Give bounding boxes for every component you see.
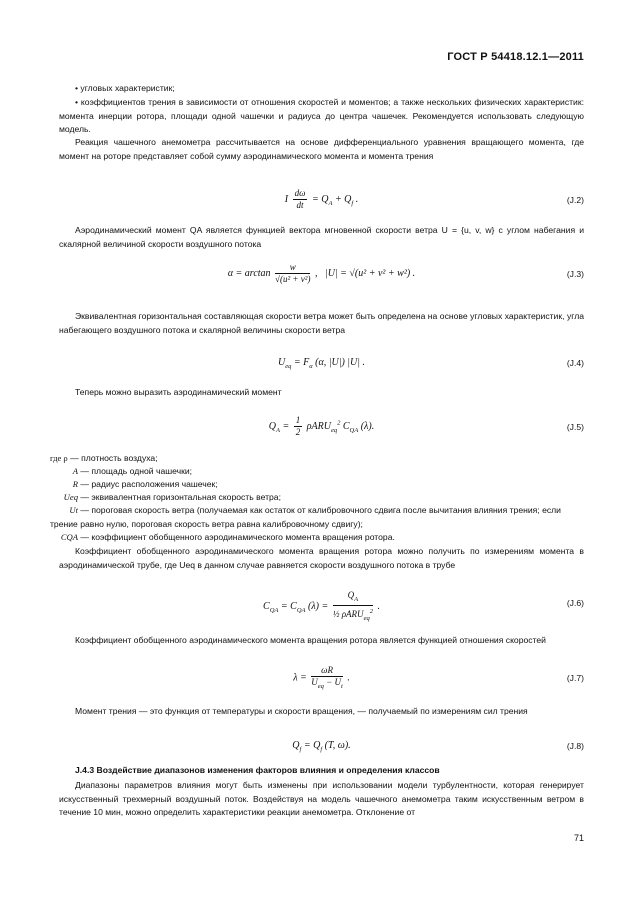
equation-number: (J.7) xyxy=(566,673,584,683)
definition-ut: Ut — пороговая скорость ветра (получаемая как остаток от калибровочного сдвига после вычитания влияния трения; если трение равно нулю, пороговая скорость ветра равна калибровочному сдвигу); xyxy=(50,505,561,529)
paragraph-1: Реакция чашечного анемометра рассчитывается на основе дифференциального уравнения вращающего момента, где момент на роторе представляет собой сумму аэродинамического момента и момента трения xyxy=(59,137,584,161)
paragraph-8: Диапазоны параметров влияния могут быть изменены при использовании модели турбулентности, которая генерирует искусственный трехмерный воздушный поток. Воздействуя на модель чашечного анемометра таким искусственным ветром в течение 10 мин, можно определить характеристики реакции анемометра. Отклонение от xyxy=(59,780,584,817)
equation-number: (J.4) xyxy=(566,358,584,368)
paragraph-3: Эквивалентная горизонтальная составляющая скорости ветра может быть определена на основе угловых характеристик, угла набегающего воздушного потока и скалярной величины скорости ветра xyxy=(59,311,584,335)
equation-j4: $U_{eq} = F_\alpha$ (α, |U|) |U| . (J.4) xyxy=(277,357,584,370)
equation-j3: α = arctan $\frac{w}{\text{√(u² + v²)}}$ , |U| = √(u² + v² + w²) . (J.3) xyxy=(227,262,584,284)
equation-number: (J.3) xyxy=(566,269,584,279)
paragraph-7: Момент трения — это функция от температуры и скорости вращения, — получаемый по измерениям сил трения xyxy=(75,706,528,716)
equation-number: (J.2) xyxy=(566,195,584,205)
definition-ueq: Ueq — эквивалентная горизонтальная скорость ветра; xyxy=(63,492,281,502)
definition-rho: где ρ — плотность воздуха; xyxy=(50,453,158,463)
equation-j2: I $\frac{d\omega}{dt}$ = $Q_A + Q_f$ . (J.2) xyxy=(284,188,584,210)
paragraph-2: Аэродинамический момент QA является функцией вектора мгновенной скорости ветра U = {u, v, w} с углом набегания и скалярной величиной скорости воздушного потока xyxy=(59,225,584,249)
paragraph-5: Коэффициент обобщенного аэродинамического момента вращения ротора можно получить по измерениям момента в аэродинамической трубе, где Ueq в данном случае равняется скорости воздушного потока в трубе xyxy=(59,546,584,570)
document-header: ГОСТ Р 54418.12.1—2011 xyxy=(447,51,584,63)
paragraph-6: Коэффициент обобщенного аэродинамического момента вращения ротора является функцией отношения скоростей xyxy=(75,635,546,645)
definition-cqa: CQA — коэффициент обобщенного аэродинамического момента вращения ротора. xyxy=(60,532,395,542)
equation-j5: $Q_A$ = $\frac{1}{2}$ ρARU$_{eq}^2$ $C_{QA}$ (λ). (J.5) xyxy=(268,415,584,437)
definition-r: R — радиус расположения чашечек; xyxy=(72,479,218,489)
bullet-1: • угловых характеристик; xyxy=(75,83,175,93)
equation-j7: λ = $\frac{\omega R}{U_{eq} - U_t}$ . (J.7) xyxy=(293,665,584,690)
equation-number: (J.8) xyxy=(566,741,584,751)
definition-a: A — площадь одной чашечки; xyxy=(72,466,193,476)
equation-j8: $Q_f = Q_f$ (T, ω). (J.8) xyxy=(292,740,584,753)
equation-j6: $C_{QA} = C_{QA}$ (λ) = $\frac{Q_A}{\frac{1}{2} \rho ARU_{eq}^2}$ . (J.6) xyxy=(263,590,584,622)
equation-number: (J.5) xyxy=(566,422,584,432)
bullet-2: • коэффициентов трения в зависимости от отношения скоростей и моментов; а также нескольких физических характеристик: момента инерции ротора, площади одной чашечки и радиуса до центра чашечек. Рекомендуется использовать следующую модель. xyxy=(59,97,584,134)
paragraph-4: Теперь можно выразить аэродинамический момент xyxy=(75,387,282,397)
equation-number: (J.6) xyxy=(566,598,584,608)
page-number: 71 xyxy=(573,833,584,843)
section-heading: J.4.3 Воздействие диапазонов изменения факторов влияния и определения классов xyxy=(75,765,440,775)
